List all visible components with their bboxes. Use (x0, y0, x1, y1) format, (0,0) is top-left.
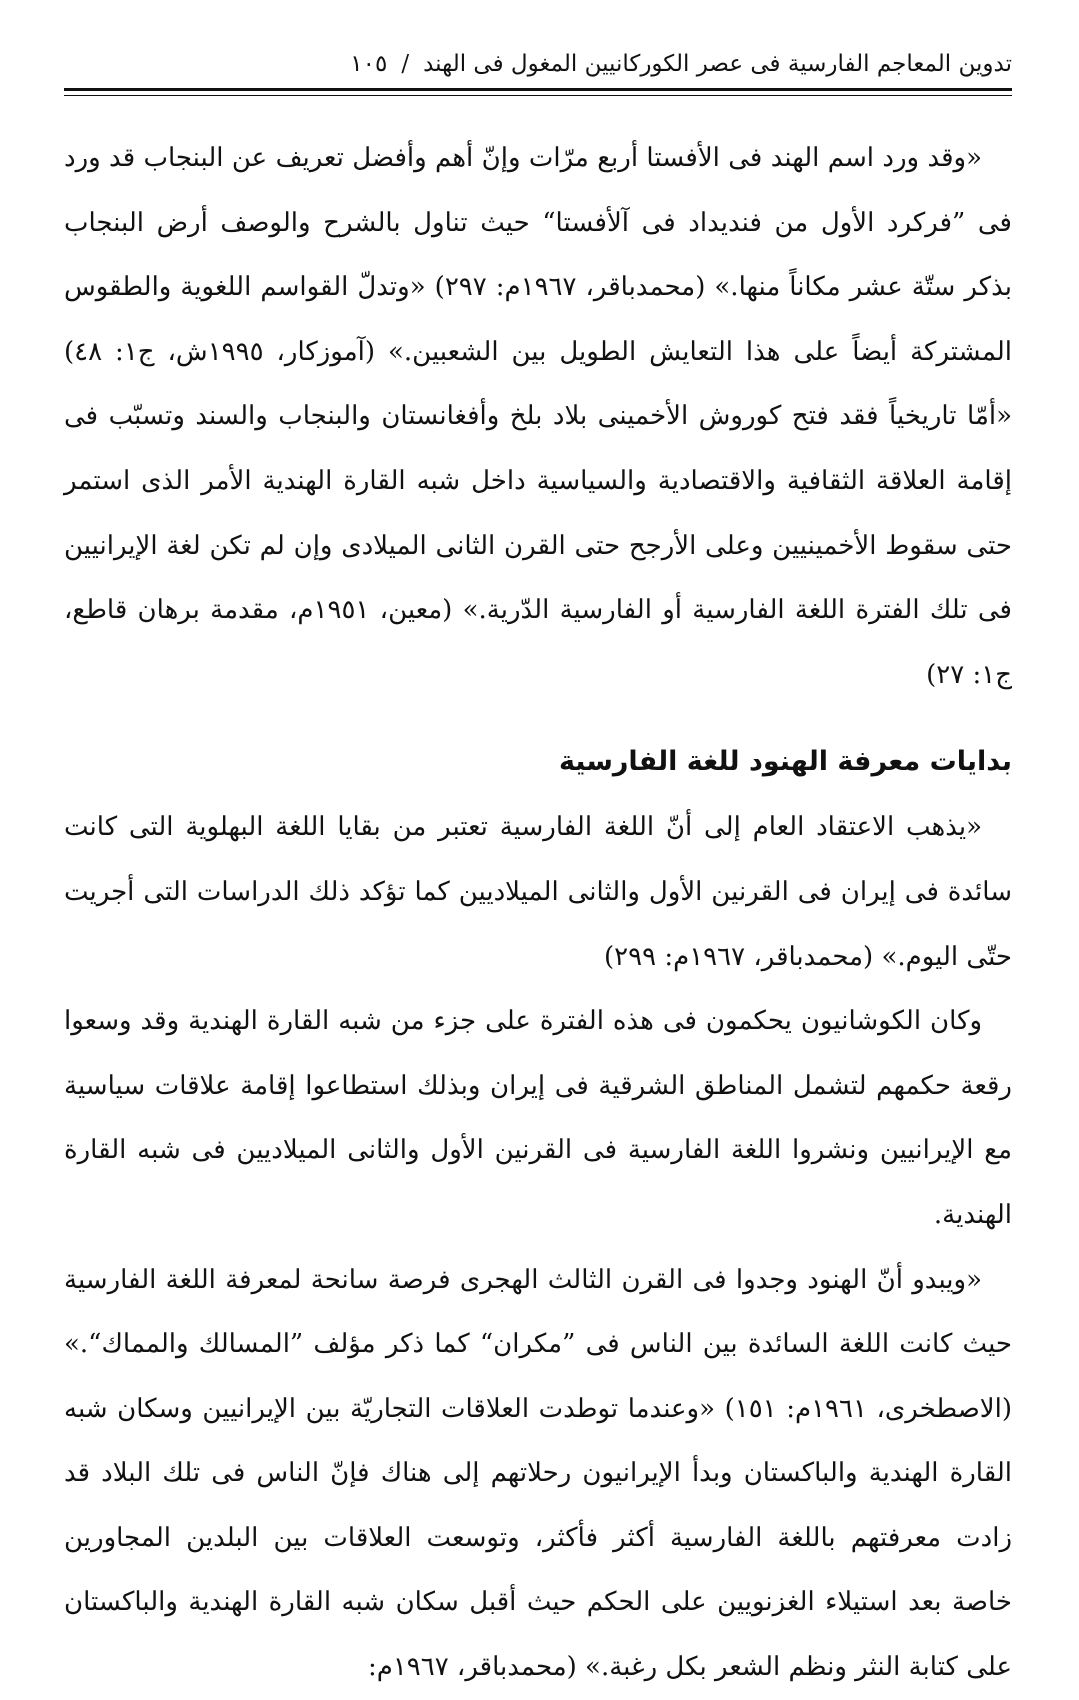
header-rule-thick (64, 88, 1012, 91)
body-text (64, 126, 1012, 1700)
paragraph: وكان الكوشانيون يحكمون فى هذه الفترة على جزء من شبه القارة الهندية وقد وسعوا رقعة حكمهم لتشمل المناطق الشرقية فى إيران وبذلك استطاعوا إقامة علاقات سياسية مع الإيرانيين ونشروا اللغة الفارسية فى القرنين الأول والثانى الميلاديين فى شبه القارة الهندية. (64, 1006, 1012, 1230)
header-rule-thin (64, 95, 1012, 96)
paragraph: «يذهب الاعتقاد العام إلى أنّ اللغة الفارسية تعتبر من بقايا اللغة البهلوية التى كانت سائدة فى إيران فى القرنين الأول والثانى الميلاديين كما تؤكد ذلك الدراسات التى أجريت حتّى اليوم.» (محمدباقر، ١٩٦٧م: ٢٩٩) (64, 812, 1012, 972)
paragraph: «ويبدو أنّ الهنود وجدوا فى القرن الثالث الهجرى فرصة سانحة لمعرفة اللغة الفارسية حيث كانت اللغة السائدة بين الناس فى ”مكران“ كما ذكر مؤلف ”المسالك والمماك“.» (الاصطخرى، ١٩٦١م: ١٥١) «وعندما توطدت العلاقات التجاريّة بين الإيرانيين وسكان شبه القارة الهندية والباكستان وبدأ الإيرانيون رحلاتهم إلى هناك فإنّ الناس فى تلك البلاد قد زادت معرفتهم باللغة الفارسية أكثر فأكثر، وتوسعت العلاقات بين البلدين المجاورين خاصة بعد استيلاء الغزنويين على الحكم حيث أقبل سكان شبه القارة الهندية والباكستان على كتابة النثر ونظم الشعر بكل رغبة.» (محمدباقر، ١٩٦٧م: (64, 1264, 1012, 1683)
section-heading: بدايات معرفة الهنود للغة الفارسية (558, 746, 1012, 778)
paragraph: «وقد ورد اسم الهند فى الأفستا أربع مرّات وإنّ أهم وأفضل تعريف عن البنجاب قد ورد فى ”فركرد الأول من فنديداد فى آلأفستا“ حيث تناول بالشرح والوصف أرض البنجاب بذكر ستّة عشر مكاناً منها.» (محمدباقر، ١٩٦٧م: ٢٩٧) «وتدلّ القواسم اللغوية والطقوس المشتركة أيضاً على هذا التعايش الطويل بين الشعبين.» (آموزكار، ١٩٩٥ش، ج١: ٤٨) «أمّا تاريخياً فقد فتح كوروش الأخمينى بلاد بلخ وأفغانستان والبنجاب والسند وتسبّب فى إقامة العلاقة الثقافية والاقتصادية والسياسية داخل شبه القارة الهندية الأمر الذى استمر حتى سقوط الأخمينيين وعلى الأرجح حتى القرن الثانى الميلادى وإن لم تكن لغة الإيرانيين فى تلك الفترة اللغة الفارسية أو الفارسية الدّرية.» (معين، ١٩٥١م، مقدمة برهان قاطع، ج١: ٢٧) (64, 143, 1013, 690)
page-number: ١٠٥ (350, 51, 388, 77)
running-head (64, 44, 1012, 84)
running-head-title: تدوين المعاجم الفارسية فى عصر الكوركانيين المغول فى الهند (423, 51, 1012, 77)
running-head-separator: / (401, 51, 410, 77)
